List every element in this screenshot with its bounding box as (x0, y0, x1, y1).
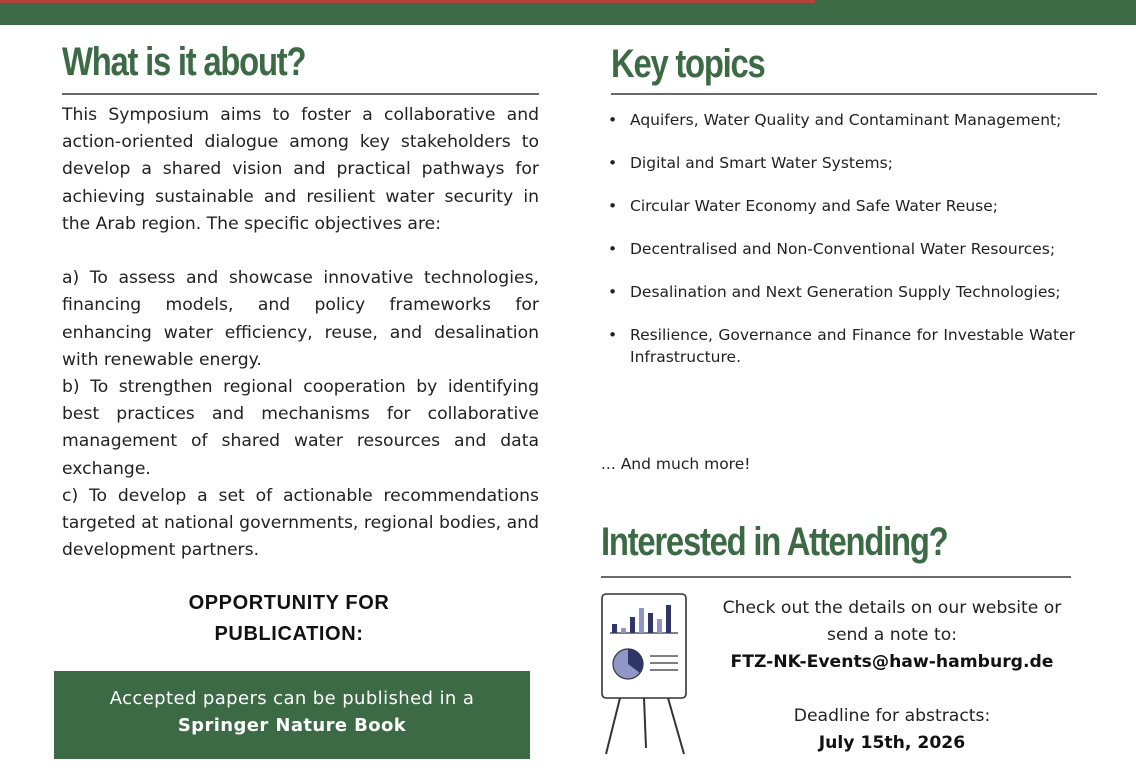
contact-line1: Check out the details on our website or (722, 598, 1062, 618)
presentation-easel-icon (598, 588, 694, 760)
about-body (62, 102, 539, 564)
objective-b: b) To strengthen regional cooperation by identifying best practices and mechanisms for collaborative management of shared water resources and data exchange. (62, 377, 539, 479)
publication-heading-line2: PUBLICATION: (214, 623, 364, 645)
publication-box-publisher: Springer Nature Book (177, 715, 407, 736)
attend-contact (700, 595, 1084, 757)
topic-item (608, 238, 1075, 260)
paragraph-gap (62, 238, 539, 265)
topic-text: Decentralised and Non-Conventional Water Resources; (630, 240, 1056, 258)
about-heading-rule (62, 93, 539, 95)
topic-text: Desalination and Next Generation Supply Technologies; (630, 283, 1061, 301)
objective-c: c) To develop a set of actionable recommendations targeted at national governments, regional bodies, and development partners. (62, 485, 539, 561)
bullet-icon: • (608, 283, 618, 301)
key-topics-rule (611, 93, 1097, 95)
bullet-icon: • (608, 154, 618, 172)
and-much-more: ... And much more! (601, 455, 751, 473)
topic-text: Digital and Smart Water Systems; (630, 154, 893, 172)
publication-heading-line1: OPPORTUNITY FOR (188, 592, 390, 614)
publication-box (54, 671, 530, 759)
publication-box-text: Accepted papers can be published in a (109, 688, 475, 709)
topic-item (608, 324, 1075, 368)
contact-line2: send a note to: (826, 625, 958, 645)
attend-heading: Interested in Attending? (601, 520, 948, 564)
publication-heading (150, 588, 428, 650)
top-banner-red-stripe (0, 0, 815, 3)
contact-email-link[interactable]: FTZ-NK-Events@haw-hamburg.de (730, 652, 1054, 672)
about-heading: What is it about? (62, 40, 306, 84)
bullet-icon: • (608, 111, 618, 129)
objective-a: a) To assess and showcase innovative technologies, financing models, and policy frameworks for enhancing water efficiency, reuse, and desalination with renewable energy. (62, 268, 539, 370)
topic-item (608, 109, 1075, 131)
bullet-icon: • (608, 326, 618, 344)
topic-text: Aquifers, Water Quality and Contaminant Management; (630, 111, 1062, 129)
key-topics-heading: Key topics (611, 42, 765, 86)
topic-text: Resilience, Governance and Finance for Investable Water Infrastructure. (630, 326, 1075, 366)
about-intro: This Symposium aims to foster a collaborative and action-oriented dialogue among key stakeholders to develop a shared vision and practical pathways for achieving sustainable and resilient water security in the Arab region. The specific objectives are: (62, 105, 539, 234)
contact-spacer (700, 676, 1084, 703)
topic-item (608, 195, 1075, 217)
deadline-date: July 15th, 2026 (818, 733, 966, 753)
topic-item (608, 281, 1075, 303)
bullet-icon: • (608, 240, 618, 258)
attend-heading-rule (601, 576, 1071, 578)
deadline-label: Deadline for abstracts: (793, 706, 991, 726)
top-banner-bar (0, 0, 1136, 25)
topic-item (608, 152, 1075, 174)
topic-text: Circular Water Economy and Safe Water Reuse; (630, 197, 999, 215)
key-topics-list (608, 109, 1075, 368)
bullet-icon: • (608, 197, 618, 215)
